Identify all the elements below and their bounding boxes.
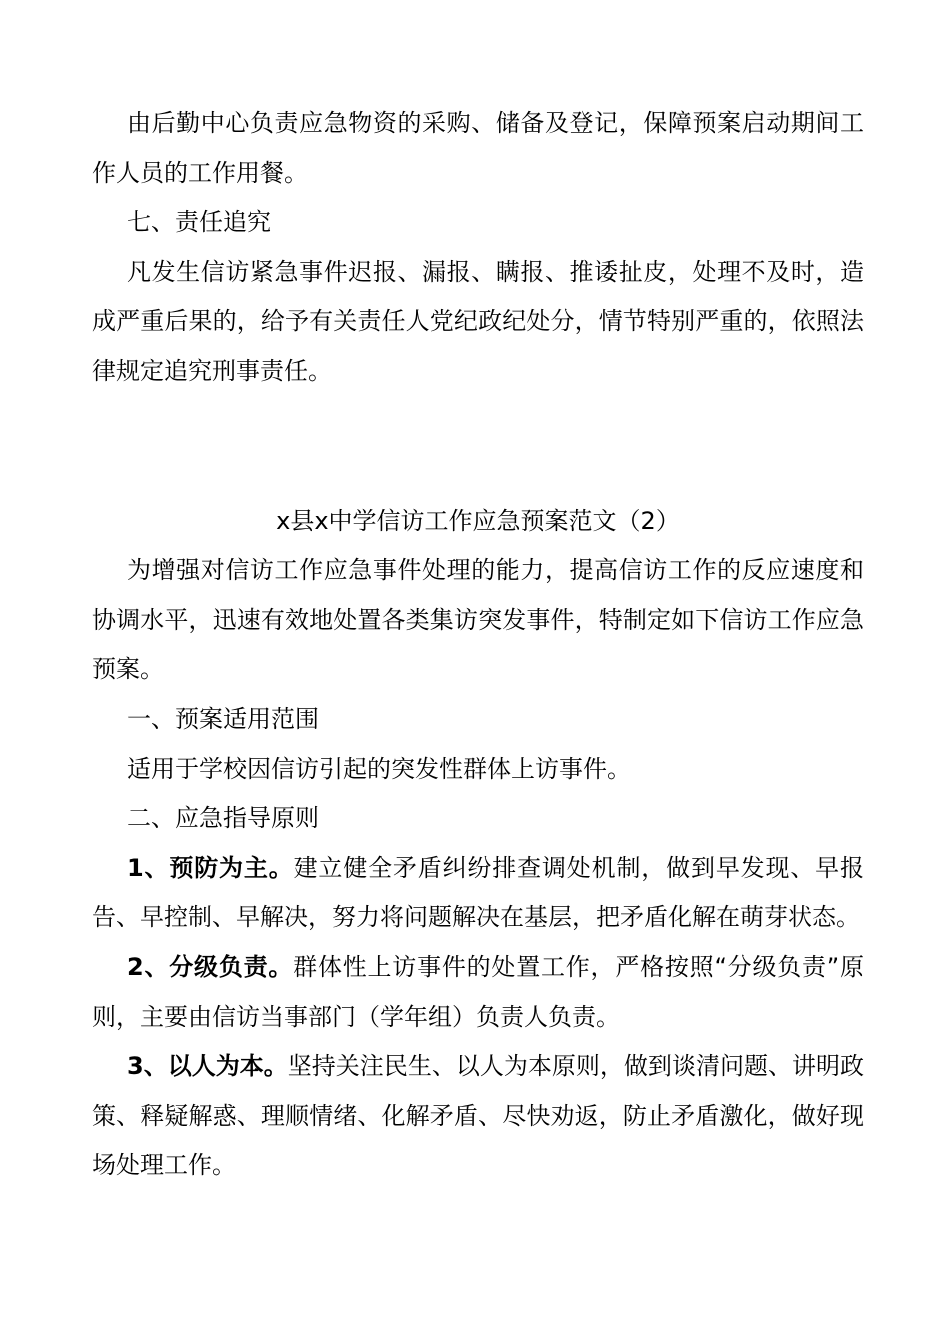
paragraph-accountability: 凡发生信访紧急事件迟报、漏报、瞒报、推诿扯皮，处理不及时，造成严重后果的，给予有关责任人党纪政纪处分，情节特别严重的，依照法律规定追究刑事责任。 <box>92 257 864 385</box>
principle-item-levels <box>92 943 864 1042</box>
paragraph-logistics: 由后勤中心负责应急物资的采购、储备及登记，保障预案启动期间工作人员的工作用餐。 <box>92 109 864 187</box>
principle-text-prevention: 建立健全矛盾纠纷排查调处机制，做到早发现、早报告、早控制、早解决，努力将问题解决在基层，把矛盾化解在萌芽状态。 <box>92 853 865 932</box>
heading-principles: 二、应急指导原则 <box>127 804 319 833</box>
principle-text-levels: 群体性上访事件的处置工作，严格按照“分级负责”原则，主要由信访当事部门（学年组）负责人负责。 <box>92 952 864 1031</box>
heading-accountability: 七、责任追究 <box>127 208 271 237</box>
paragraph-scope: 适用于学校因信访引起的突发性群体上访事件。 <box>127 754 631 783</box>
principle-item-people <box>92 1042 864 1191</box>
principle-item-prevention <box>92 844 864 943</box>
heading-scope: 一、预案适用范围 <box>127 704 319 733</box>
document-page <box>92 99 864 1191</box>
principle-text-people: 坚持关注民生、以人为本原则，做到谈清问题、讲明政策、释疑解惑、理顺情绪、化解矛盾、尽快劝返，防止矛盾激化，做好现场处理工作。 <box>92 1052 865 1180</box>
document-title: x县x中学信访工作应急预案范文（2） <box>276 506 680 535</box>
principle-lead-levels: 2、分级负责。 <box>127 952 294 981</box>
principle-lead-people: 3、以人为本。 <box>127 1052 288 1081</box>
paragraph-intro: 为增强对信访工作应急事件处理的能力，提高信访工作的反应速度和协调水平，迅速有效地处置各类集访突发事件，特制定如下信访工作应急预案。 <box>92 556 864 684</box>
principle-lead-prevention: 1、预防为主。 <box>127 853 294 882</box>
